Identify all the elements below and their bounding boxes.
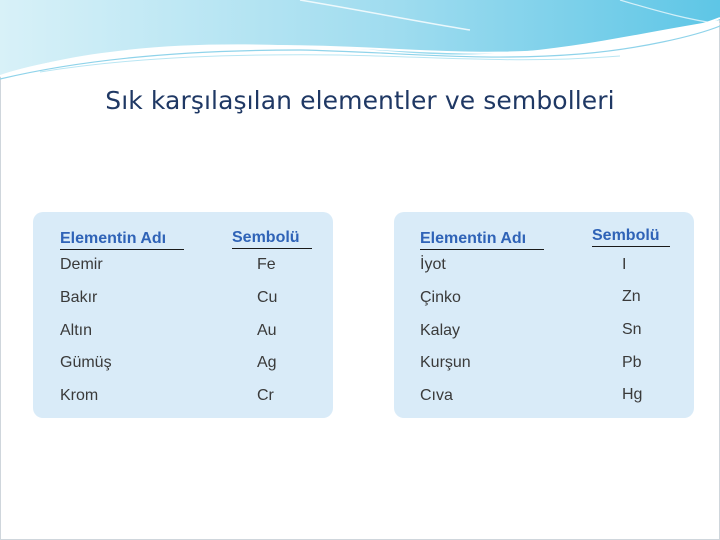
column-header-symbol: Sembolü xyxy=(592,227,670,247)
element-name-cell: Altın xyxy=(60,322,93,339)
column-header-symbol: Sembolü xyxy=(232,229,312,249)
element-table-right xyxy=(394,212,694,418)
element-name-cell: Demir xyxy=(60,256,103,273)
element-symbol-cell: I xyxy=(622,256,627,273)
element-symbol-cell: Sn xyxy=(622,321,642,338)
element-name-cell: İyot xyxy=(420,256,446,273)
element-table-left xyxy=(33,212,333,418)
element-name-cell: Krom xyxy=(60,387,99,404)
element-name-cell: Gümüş xyxy=(60,354,112,371)
element-symbol-cell: Au xyxy=(257,322,277,339)
header-wave-decoration xyxy=(0,0,720,90)
element-symbol-cell: Zn xyxy=(622,288,641,305)
element-symbol-cell: Cu xyxy=(257,289,278,306)
element-name-cell: Kurşun xyxy=(420,354,471,371)
element-symbol-cell: Cr xyxy=(257,387,274,404)
element-name-cell: Kalay xyxy=(420,322,461,339)
element-symbol-cell: Ag xyxy=(257,354,277,371)
element-symbol-cell: Fe xyxy=(257,256,276,273)
element-symbol-cell: Pb xyxy=(622,354,642,371)
element-name-cell: Bakır xyxy=(60,289,98,306)
column-header-element-name: Elementin Adı xyxy=(420,230,544,250)
slide-title: Sık karşılaşılan elementler ve sembolleri xyxy=(105,86,615,115)
column-header-element-name: Elementin Adı xyxy=(60,230,184,250)
element-symbol-cell: Hg xyxy=(622,386,643,403)
element-name-cell: Çinko xyxy=(420,289,461,306)
element-name-cell: Cıva xyxy=(420,387,453,404)
